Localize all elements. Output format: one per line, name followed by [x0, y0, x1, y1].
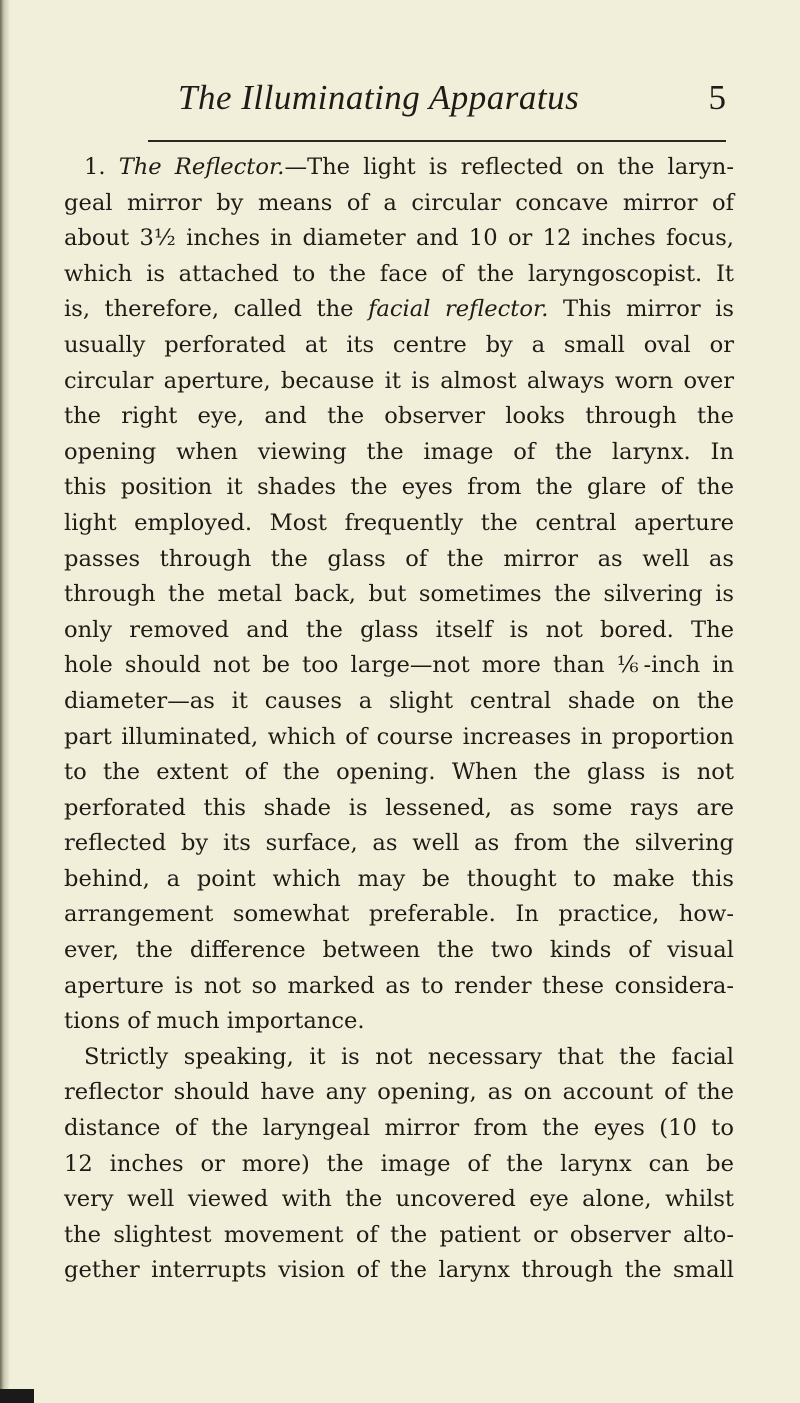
- text-line: [64, 826, 734, 862]
- text-line: [64, 328, 734, 364]
- line-rest-text: This mirror is: [548, 296, 734, 323]
- line-text: hole should not be too large—not more than ⅙-inch in: [64, 652, 734, 679]
- line-text: through the metal back, but sometimes the silvering is: [64, 581, 734, 608]
- text-line: [64, 1253, 734, 1289]
- text-line: [64, 684, 734, 720]
- text-line: [64, 613, 734, 649]
- line-text: usually perforated at its centre by a small oval or: [64, 331, 734, 358]
- line-text: gether interrupts vision of the larynx through the small: [64, 1257, 734, 1284]
- line-text: is, therefore, called the: [64, 296, 369, 323]
- line-text: very well viewed with the uncovered eye alone, whilst: [64, 1186, 734, 1213]
- text-line: [64, 1075, 734, 1111]
- text-line: [64, 257, 734, 293]
- text-line: [64, 150, 734, 186]
- line-text: this position it shades the eyes from the glare of the: [64, 474, 734, 501]
- text-line: [64, 791, 734, 827]
- text-line: [64, 506, 734, 542]
- line-text: reflector should have any opening, as on account of the: [64, 1079, 734, 1106]
- running-title: The Illuminating Apparatus: [178, 78, 580, 117]
- text-line: [64, 1147, 734, 1183]
- line-text: part illuminated, which of course increases in proportion: [64, 723, 734, 750]
- text-line: [64, 1182, 734, 1218]
- page-header: [148, 78, 726, 124]
- text-line: [64, 755, 734, 791]
- body-text: [64, 150, 734, 1289]
- text-line: [64, 720, 734, 756]
- text-line: [64, 435, 734, 471]
- text-line: [64, 542, 734, 578]
- line-text: tions of much importance.: [64, 1008, 365, 1035]
- line-text: 12 inches or more) the image of the larynx can be: [64, 1150, 734, 1177]
- line-text: only removed and the glass itself is not bored. The: [64, 616, 734, 643]
- page-edge: [0, 0, 10, 1403]
- text-line: [64, 221, 734, 257]
- line-text: arrangement somewhat preferable. In practice, how-: [64, 901, 734, 928]
- text-line: [64, 648, 734, 684]
- page-number: 5: [708, 78, 726, 117]
- text-line: [64, 1218, 734, 1254]
- line-text: light employed. Most frequently the central aperture: [64, 509, 734, 536]
- line-text: the slightest movement of the patient or observer alto-: [64, 1221, 734, 1248]
- line-text: aperture is not so marked as to render these considera-: [64, 972, 734, 999]
- text-line: [64, 969, 734, 1005]
- binding-mark: [0, 1389, 34, 1403]
- text-line: [64, 1111, 734, 1147]
- text-line: [64, 470, 734, 506]
- line-text: diameter—as it causes a slight central shade on the: [64, 687, 734, 714]
- text-line: [64, 577, 734, 613]
- line-text: geal mirror by means of a circular concave mirror of: [64, 189, 734, 216]
- text-line: [64, 292, 734, 328]
- line-text: opening when viewing the image of the larynx. In: [64, 438, 734, 465]
- line-italic-text: The Reflector.: [118, 154, 285, 180]
- header-rule: [148, 140, 726, 142]
- line-text: perforated this shade is lessened, as some rays are: [64, 794, 734, 821]
- text-line: [64, 364, 734, 400]
- line-text: which is attached to the face of the laryngoscopist. It: [64, 260, 734, 287]
- line-text: to the extent of the opening. When the glass is not: [64, 759, 734, 786]
- line-text: circular aperture, because it is almost always worn over: [64, 367, 734, 394]
- line-text: behind, a point which may be thought to make this: [64, 865, 734, 892]
- text-line: [64, 186, 734, 222]
- text-line: [64, 862, 734, 898]
- line-text: 1.: [84, 154, 119, 180]
- text-line: [64, 897, 734, 933]
- line-italic-text: facial reflector.: [368, 296, 549, 323]
- line-text: ever, the difference between the two kinds of visual: [64, 937, 734, 964]
- line-text: about 3½ inches in diameter and 10 or 12 inches focus,: [64, 225, 734, 252]
- line-text: reflected by its surface, as well as from the silvering: [64, 830, 734, 857]
- line-text: passes through the glass of the mirror as well as: [64, 545, 734, 572]
- text-line: [64, 1040, 734, 1076]
- line-rest-text: —The light is reflected on the laryn-: [284, 154, 734, 180]
- line-text: distance of the laryngeal mirror from the eyes (10 to: [64, 1115, 734, 1142]
- line-text: Strictly speaking, it is not necessary that the facial: [84, 1043, 734, 1070]
- line-text: the right eye, and the observer looks through the: [64, 403, 734, 430]
- text-line: [64, 1004, 734, 1040]
- text-line: [64, 399, 734, 435]
- text-line: [64, 933, 734, 969]
